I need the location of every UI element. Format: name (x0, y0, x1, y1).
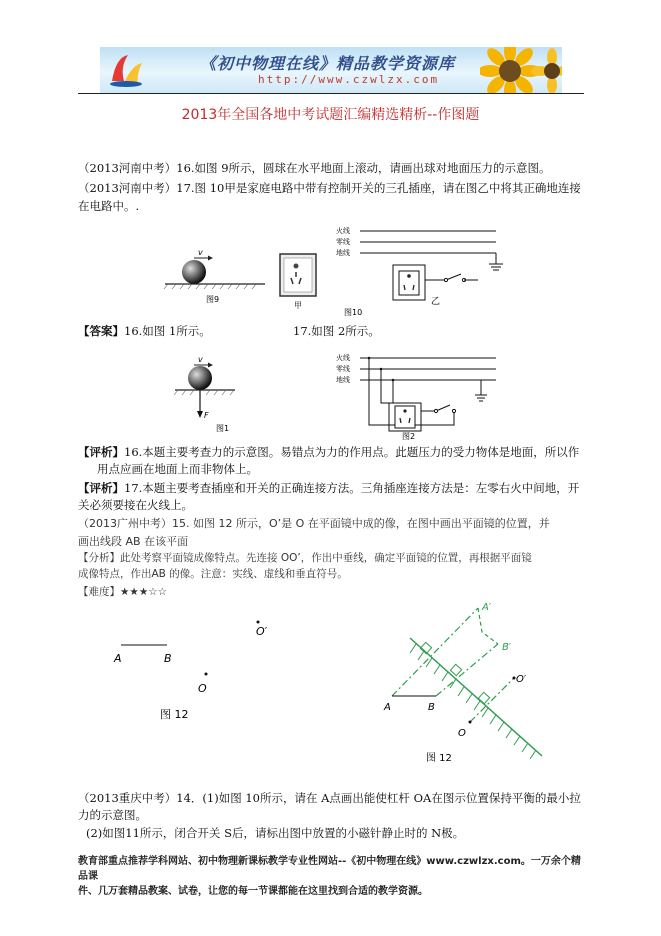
fig10-jia-label: 甲 (294, 301, 302, 310)
fig12-left-oprime: O′ (256, 625, 268, 638)
figure-12-right (370, 598, 560, 778)
answer-16: 16.如图 1所示。 (124, 324, 211, 338)
analysis-16-tag: 【评析】 (78, 445, 124, 459)
figure-9 (164, 248, 265, 304)
header-rule (78, 93, 584, 94)
figure-12-left (100, 610, 300, 730)
figure-10-jia (280, 254, 316, 310)
difficulty-stars: ★★★☆☆ (120, 586, 168, 598)
fig12-right-oprime: O′ (516, 674, 527, 685)
fig12-right-caption: 图 12 (426, 753, 452, 764)
analysis-16-text: 16.本题主要考查力的示意图。易错点为力的作用点。此题压力的受力物体是地面，所以作 (124, 445, 580, 459)
answer-tag: 【答案】 (78, 324, 124, 338)
question-16: （2013河南中考）16.如图 9所示，圆球在水平地面上滚动，请画出球对地面压力的示意图。 (78, 161, 551, 175)
analysis-17-line1 (78, 480, 579, 497)
analysis-16-line2: 用点应画在地面上而非物体上。 (97, 462, 258, 476)
fig2-fire-label: 火线 (336, 354, 350, 362)
figure-9-10 (160, 222, 510, 322)
footer-line1: 教育部重点推荐学科网站、初中物理新课标教学专业性网站--《初中物理在线》www.czwlzx.com。一万余个精品课 (78, 856, 581, 882)
fig12-right-bprime: B′ (502, 642, 512, 653)
page-footer (78, 854, 588, 899)
question-14-line1: （2013重庆中考）14．(1)如图 10所示，请在 A点画出能使杠杆 OA在图示位置保持平衡的最小拉 (78, 791, 581, 805)
fig10-fire-label: 火线 (336, 227, 350, 235)
fig12-right-b: B (428, 702, 435, 713)
fig2-zero-label: 零线 (336, 365, 350, 373)
question-17-line1: （2013河南中考）17.图 10甲是家庭电路中带有控制开关的三孔插座，请在图乙中将其正确地连接 (78, 181, 581, 195)
fig12-left-o: O (198, 682, 207, 695)
analysis-17-tag: 【评析】 (78, 481, 124, 495)
answer-line (78, 323, 211, 340)
fig9-caption: 图9 (206, 295, 220, 304)
analysis-16-line1 (78, 444, 579, 461)
header-banner (100, 47, 562, 93)
question-15-line1: （2013广州中考）15. 如图 12 所示，O’是 O 在平面镜中成的像，在图中画出平面镜的位置，并 (78, 517, 550, 530)
figure-1-2 (160, 343, 510, 443)
question-15-line2: 画出线段 AB 在该平面 (78, 535, 189, 548)
figure-1 (174, 355, 235, 433)
fig10-caption: 图10 (344, 308, 363, 317)
analysis-17-text: 17.本题主要考查插座和开关的正确连接方法。三角插座连接方法是：左零右火中间地，开 (124, 481, 580, 495)
fig12-right-a: A (384, 702, 391, 713)
footer-line2: 件、几万套精品教案、试卷，让您的每一节课都能在这里找到合适的教学资源。 (78, 886, 428, 897)
fig9-v-label: v (198, 248, 203, 257)
logo-icon (106, 51, 146, 89)
question-17-line2: 在电路中。. (78, 199, 140, 213)
fig2-caption: 图2 (402, 432, 416, 441)
fig10-ground-label: 地线 (336, 249, 350, 257)
answer-17: 17.如图 2所示。 (293, 324, 380, 338)
sunflower-icon (480, 47, 562, 93)
fig1-f-label: F (204, 411, 209, 420)
figure-10-yi (336, 226, 503, 317)
fenxi-text: 此处考察平面镜成像特点。先连接 OO’，作出中垂线，确定平面镜的位置，再根据平面镜 (120, 552, 532, 564)
fenxi-line2: 成像特点，作出AB 的像。注意：实线、虚线和垂直符号。 (78, 568, 348, 580)
fig1-caption: 图1 (216, 424, 230, 433)
question-14-line2: 力的示意图。 (78, 808, 147, 822)
fig2-ground-label: 地线 (336, 376, 350, 384)
banner-title: 《初中物理在线》精品教学资源库 (200, 54, 456, 73)
difficulty-tag: 【难度】 (78, 586, 120, 598)
fig10-yi-label: 乙 (431, 297, 441, 307)
difficulty-line (78, 584, 167, 601)
fig12-right-aprime: A′ (482, 602, 492, 613)
fenxi-line1 (78, 550, 532, 567)
fig12-left-caption: 图 12 (160, 708, 189, 721)
fig1-v-label: v (198, 355, 203, 364)
fig12-left-b: B (164, 652, 172, 665)
question-14-line3: (2)如图11所示，闭合开关 S后，请标出图中放置的小磁针静止时的 N极。 (86, 826, 465, 840)
analysis-17-line2: 关必须要接在火线上。 (78, 498, 193, 512)
banner-url[interactable]: http://www.czwlzx.com (258, 73, 440, 86)
page-title: 2013年全国各地中考试题汇编精选精析--作图题 (181, 107, 480, 123)
fig12-right-o: O (458, 728, 466, 739)
figure-2 (336, 353, 496, 441)
fig12-left-a: A (114, 652, 122, 665)
fenxi-tag: 【分析】 (78, 552, 120, 564)
fig10-zero-label: 零线 (336, 238, 350, 246)
